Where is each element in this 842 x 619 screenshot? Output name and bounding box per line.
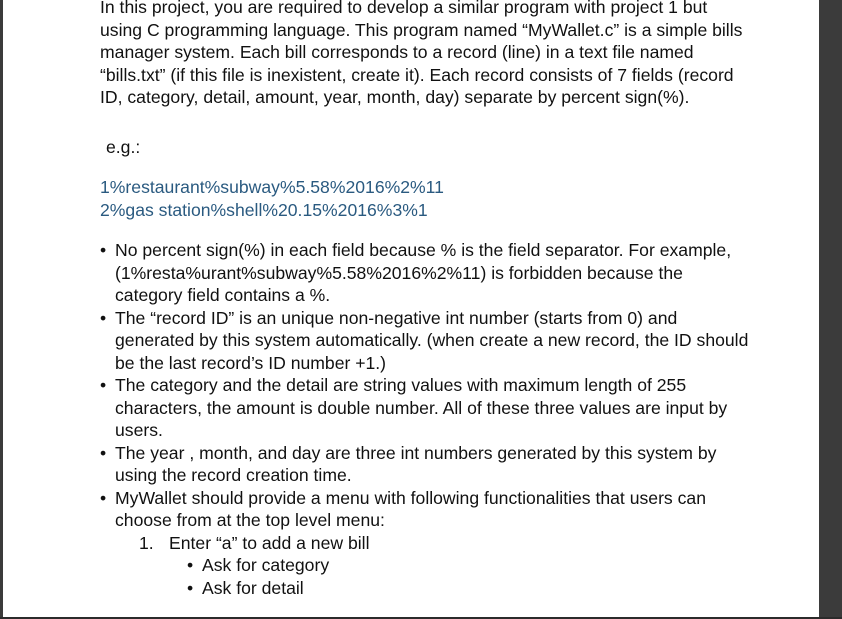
requirements-list [100,239,750,599]
menu-item-label: Enter “a” to add a new bill [169,532,370,553]
requirement-item: • The “record ID” is an unique non-negative int number (starts from 0) and generated by this system automatically. (when create a new record, the ID should be the last record’s ID number +1.) [100,307,750,375]
requirement-item [100,487,750,600]
requirement-text: MyWallet should provide a menu with following functionalities that users can choose from at the top level menu: [115,487,706,530]
menu-sub-item: • Ask for category [187,554,750,577]
menu-item-number: 1. [139,532,154,553]
intro-paragraph: In this project, you are required to develop a similar program with project 1 but using C programming language. This program named “MyWallet.c” is a simple bills manager system. Each bill corresponds to a record (line) in a text file named “bills.txt” (if this file is inexistent, create it). Each record consists of 7 fields (record ID, category, detail, amount, year, month, day) separate by percent sign(%). [100,0,743,107]
menu-sub-item: • Ask for detail [187,577,750,600]
example-record-1: 1%restaurant%subway%5.58%2016%2%11 [100,177,444,197]
requirement-item: • The year , month, and day are three int numbers generated by this system by using the record creation time. [100,442,750,487]
example-record-2: 2%gas station%shell%20.15%2016%3%1 [100,199,428,220]
requirement-item: • No percent sign(%) in each field because % is the field separator. For example, (1%resta%urant%subway%5.58%2016%2%11) is forbidden because the category field contains a %. [100,239,750,307]
document-page [3,0,819,619]
requirement-item: • The category and the detail are string values with maximum length of 255 characters, the amount is double number. All of these three values are input by users. [100,374,750,442]
viewer-scrollbar[interactable] [819,0,842,619]
page-content [100,0,750,599]
menu-list [115,532,750,600]
menu-item [139,532,750,600]
menu-sub-list [139,554,750,599]
example-label: e.g.: [106,136,141,157]
